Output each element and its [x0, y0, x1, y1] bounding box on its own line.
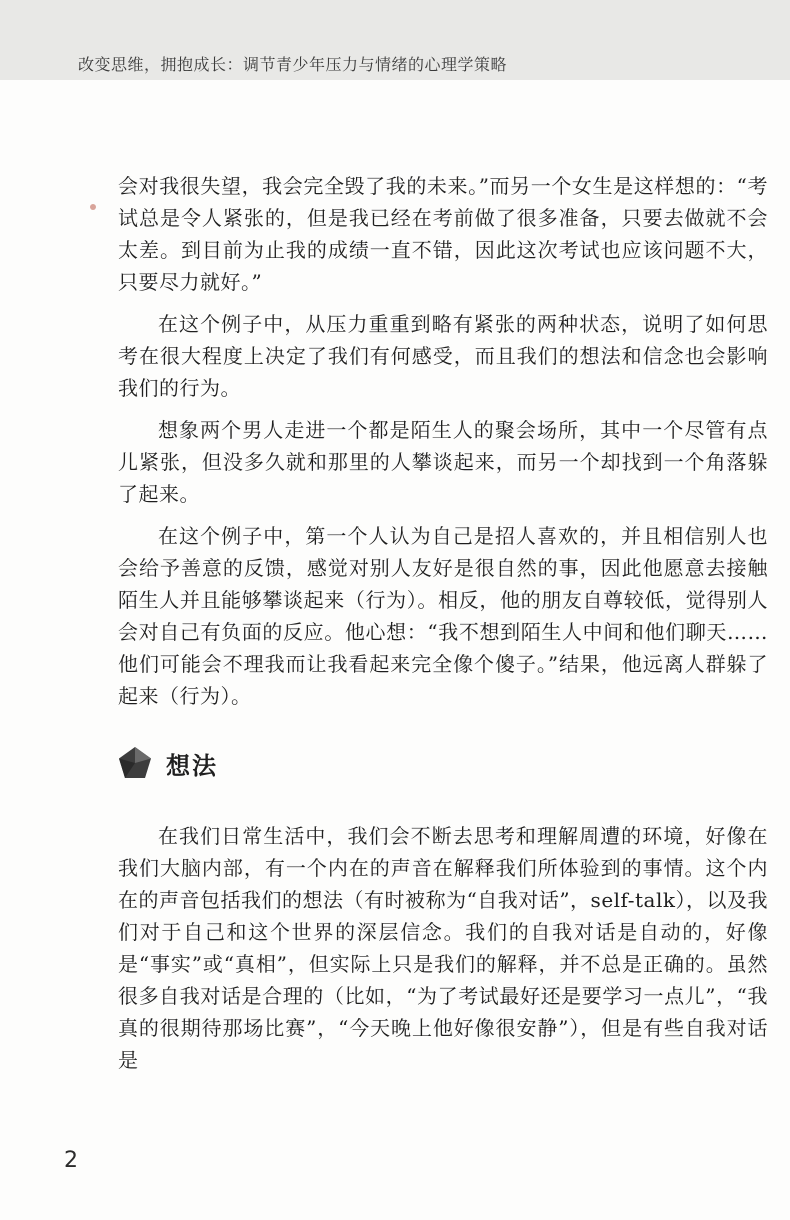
- body-paragraph: 会对我很失望，我会完全毁了我的未来。”而另一个女生是这样想的：“考试总是令人紧张的，但是我已经在考前做了很多准备，只要去做就不会太差。到目前为止我的成绩一直不错，因此这次考试也应该问题不大，只要尽力就好。”: [118, 174, 768, 294]
- paper-speck: [90, 204, 96, 210]
- section-heading: [118, 742, 768, 784]
- page-number: 2: [64, 1148, 78, 1173]
- pentagon-icon: [118, 746, 152, 780]
- page-content: [118, 170, 768, 1076]
- body-paragraph: 在这个例子中，从压力重重到略有紧张的两种状态，说明了如何思考在很大程度上决定了我们有何感受，而且我们的想法和信念也会影响我们的行为。: [118, 312, 768, 400]
- body-paragraph: 想象两个男人走进一个都是陌生人的聚会场所，其中一个尽管有点儿紧张，但没多久就和那里的人攀谈起来，而另一个却找到一个角落躲了起来。: [118, 418, 768, 506]
- body-paragraph: 在这个例子中，第一个人认为自己是招人喜欢的，并且相信别人也会给予善意的反馈，感觉对别人友好是很自然的事，因此他愿意去接触陌生人并且能够攀谈起来（行为）。相反，他的朋友自尊较低，觉得别人会对自己有负面的反应。他心想：“我不想到陌生人中间和他们聊天……他们可能会不理我而让我看起来完全像个傻子。”结果，他远离人群躲了起来（行为）。: [118, 524, 768, 708]
- running-header: [0, 0, 790, 80]
- body-paragraph: 在我们日常生活中，我们会不断去思考和理解周遭的环境，好像在我们大脑内部，有一个内在的声音在解释我们所体验到的事情。这个内在的声音包括我们的想法（有时被称为“自我对话”，self-talk），以及我们对于自己和这个世界的深层信念。我们的自我对话是自动的，好像是“事实”或“真相”，但实际上只是我们的解释，并不总是正确的。虽然很多自我对话是合理的（比如，“为了考试最好还是要学习一点儿”，“我真的很期待那场比赛”，“今天晚上他好像很安静”），但是有些自我对话是: [118, 824, 768, 1072]
- running-title: 改变思维，拥抱成长：调节青少年压力与情绪的心理学策略: [78, 55, 508, 74]
- section-title: 想法: [166, 751, 218, 780]
